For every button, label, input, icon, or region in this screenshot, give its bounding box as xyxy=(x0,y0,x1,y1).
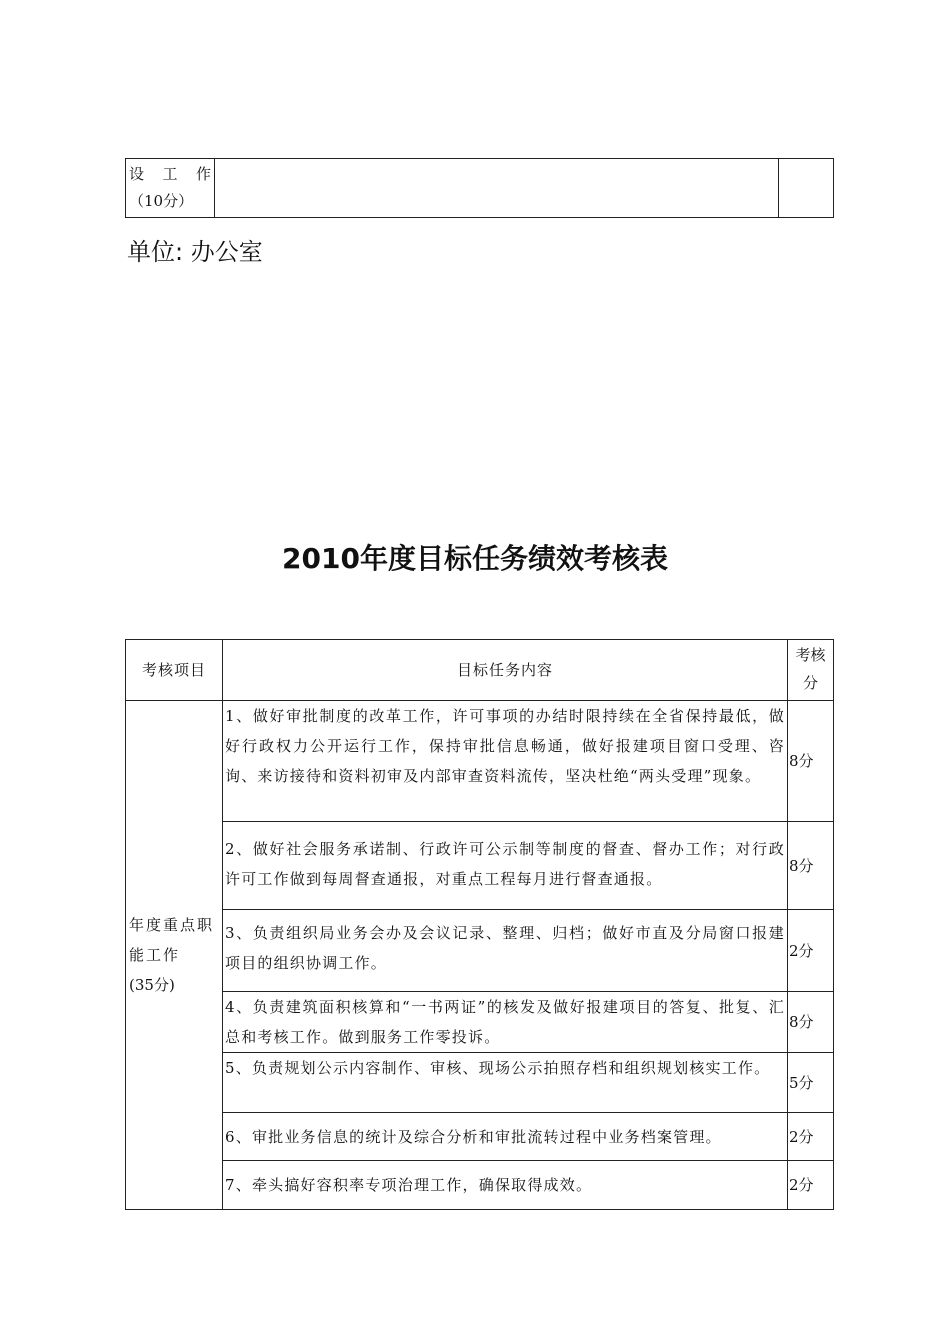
task-score: 8分 xyxy=(788,992,834,1053)
table-header-row xyxy=(126,640,834,701)
assessment-table xyxy=(125,639,834,1210)
task-score: 2分 xyxy=(788,1161,834,1210)
table-row xyxy=(126,701,834,822)
fragment-row xyxy=(126,159,834,218)
task-content: 3、负责组织局业务会办及会议记录、整理、归档；做好市直及分局窗口报建项目的组织协调工作。 xyxy=(223,910,788,992)
task-content: 7、牵头搞好容积率专项治理工作，确保取得成效。 xyxy=(223,1161,788,1210)
fragment-label-cell xyxy=(126,159,215,218)
header-score: 考核 分 xyxy=(788,640,834,701)
task-content: 5、负责规划公示内容制作、审核、现场公示拍照存档和组织规划核实工作。 xyxy=(223,1053,788,1113)
task-content: 4、负责建筑面积核算和“一书两证”的核发及做好报建项目的答复、批复、汇总和考核工作。做到服务工作零投诉。 xyxy=(223,992,788,1053)
task-score: 2分 xyxy=(788,910,834,992)
fragment-label-line2: （10分） xyxy=(129,192,194,210)
header-item: 考核项目 xyxy=(126,640,223,701)
task-score: 8分 xyxy=(788,701,834,822)
fragment-score-cell xyxy=(779,159,834,218)
task-content: 1、做好审批制度的改革工作，许可事项的办结时限持续在全省保持最低，做好行政权力公开运行工作，保持审批信息畅通，做好报建项目窗口受理、咨询、来访接待和资料初审及内部审查资料流传，坚决杜绝“两头受理”现象。 xyxy=(223,701,788,822)
page-title: 2010年度目标任务绩效考核表 xyxy=(282,542,668,575)
table-row xyxy=(126,822,834,910)
task-score: 5分 xyxy=(788,1053,834,1113)
table-row xyxy=(126,1161,834,1210)
table-row xyxy=(126,910,834,992)
task-content: 2、做好社会服务承诺制、行政许可公示制等制度的督查、督办工作；对行政许可工作做到每周督查通报，对重点工程每月进行督查通报。 xyxy=(223,822,788,910)
header-content: 目标任务内容 xyxy=(223,640,788,701)
task-score: 2分 xyxy=(788,1113,834,1161)
table-row xyxy=(126,1053,834,1113)
fragment-content-cell xyxy=(215,159,779,218)
fragment-table xyxy=(125,158,834,218)
unit-label: 单位: 办公室 xyxy=(127,238,263,266)
task-score: 8分 xyxy=(788,822,834,910)
task-content: 6、审批业务信息的统计及综合分析和审批流转过程中业务档案管理。 xyxy=(223,1113,788,1161)
fragment-label-line1: 设 工 作 xyxy=(129,165,211,183)
table-row xyxy=(126,1113,834,1161)
table-row xyxy=(126,992,834,1053)
category-cell: 年度重点职 能工作 (35分) xyxy=(126,701,223,1210)
